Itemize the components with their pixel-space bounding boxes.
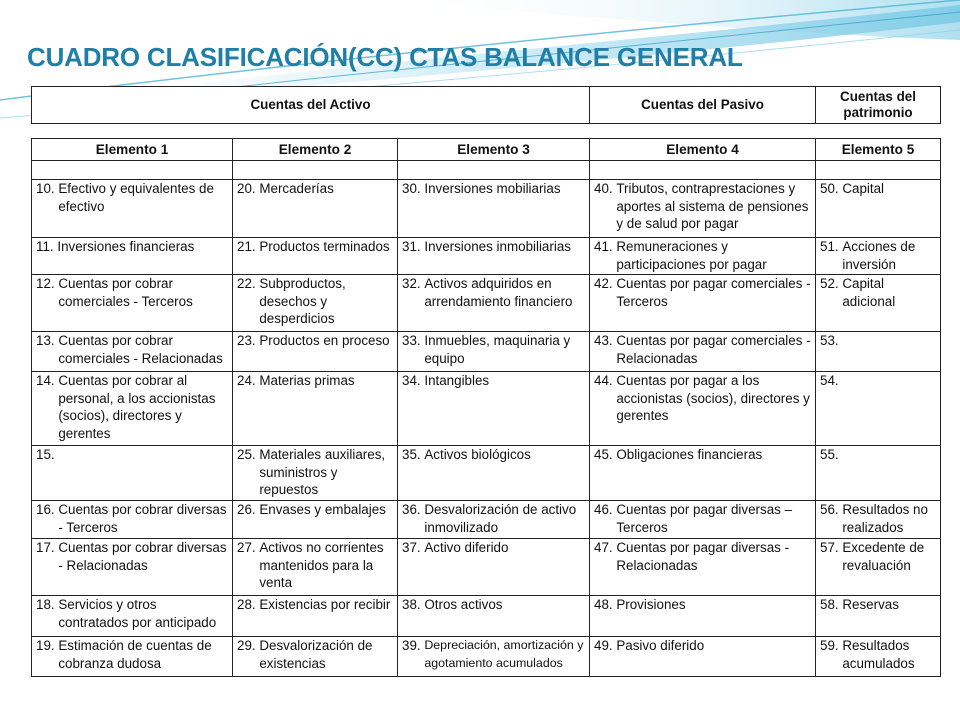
- account-name: Cuentas por cobrar comerciales - Relacionadas: [58, 333, 223, 366]
- account-cell: [398, 275, 590, 332]
- account-cell: [816, 637, 941, 677]
- account-code: 57.: [820, 540, 843, 555]
- account-name: Envases y embalajes: [259, 502, 386, 517]
- account-cell: [590, 275, 816, 332]
- slide-title: CUADRO CLASIFICACIÓN(CC) CTAS BALANCE GENERAL: [27, 42, 743, 72]
- element-header-5: Elemento 5: [816, 139, 941, 161]
- account-name: Subproductos, desechos y desperdicios: [259, 276, 346, 326]
- account-name: Desvalorización de existencias: [259, 638, 373, 671]
- group-header-patrimonio: Cuentas del patrimonio: [816, 87, 941, 124]
- account-code: 15.: [36, 447, 55, 462]
- account-cell: [32, 372, 233, 446]
- account-cell: [32, 180, 233, 238]
- account-name: Tributos, contraprestaciones y aportes al sistema de pensiones y de salud por pagar: [616, 181, 809, 231]
- account-name: Mercaderías: [259, 181, 334, 196]
- account-code: 21.: [237, 239, 260, 254]
- account-cell: [816, 446, 941, 501]
- account-name: Cuentas por pagar comerciales - Terceros: [616, 276, 811, 309]
- account-name: Provisiones: [616, 597, 686, 612]
- account-code: 16.: [36, 502, 59, 517]
- account-cell: [816, 180, 941, 238]
- account-name: Existencias por recibir: [259, 597, 391, 612]
- accounts-classification-table: [31, 138, 941, 677]
- account-cell: [590, 446, 816, 501]
- account-cell: [590, 238, 816, 275]
- account-code: 10.: [36, 181, 59, 196]
- account-cell: [398, 332, 590, 372]
- account-name: Reservas: [842, 597, 899, 612]
- account-code: 42.: [594, 276, 617, 291]
- account-code: 37.: [402, 540, 425, 555]
- account-name: Inversiones inmobiliarias: [424, 239, 571, 254]
- group-header-activo: Cuentas del Activo: [32, 87, 590, 124]
- account-code: 44.: [594, 373, 617, 388]
- account-code: 30.: [402, 181, 425, 196]
- account-cell: [816, 501, 941, 539]
- account-name: Inversiones financieras: [57, 239, 195, 254]
- account-name: Cuentas por cobrar diversas - Relacionadas: [58, 540, 227, 573]
- account-code: 19.: [36, 638, 59, 653]
- account-code: 32.: [402, 276, 425, 291]
- table-row: [32, 446, 941, 501]
- table-row: [32, 372, 941, 446]
- account-code: 50.: [820, 181, 843, 196]
- account-cell: [590, 501, 816, 539]
- account-code: 53.: [820, 333, 839, 348]
- account-code: 11.: [36, 239, 58, 254]
- account-cell: [398, 539, 590, 596]
- account-cell: [398, 637, 590, 677]
- account-code: 47.: [594, 540, 617, 555]
- account-cell: [398, 446, 590, 501]
- account-cell: [233, 238, 398, 275]
- account-name: Otros activos: [424, 597, 503, 612]
- account-name: Excedente de revaluación: [842, 540, 925, 573]
- account-code: 55.: [820, 447, 839, 462]
- account-name: Activos adquiridos en arrendamiento financiero: [424, 276, 573, 309]
- account-cell: [398, 596, 590, 637]
- table-row: [32, 596, 941, 637]
- account-code: 14.: [36, 373, 59, 388]
- account-cell: [32, 596, 233, 637]
- account-cell: [816, 275, 941, 332]
- account-cell: [398, 238, 590, 275]
- spacer-row: [32, 161, 941, 180]
- account-cell: [233, 372, 398, 446]
- account-code: 25.: [237, 447, 260, 462]
- account-code: 18.: [36, 597, 59, 612]
- account-name: Estimación de cuentas de cobranza dudosa: [58, 638, 212, 671]
- table-row: [32, 180, 941, 238]
- account-code: 58.: [820, 597, 843, 612]
- account-cell: [233, 539, 398, 596]
- table-row: [32, 275, 941, 332]
- account-name: Acciones de inversión: [842, 239, 916, 272]
- account-code: 17.: [36, 540, 59, 555]
- account-name: [839, 372, 936, 390]
- account-cell: [32, 539, 233, 596]
- account-code: 59.: [820, 638, 843, 653]
- account-group-header-table: [31, 86, 941, 124]
- account-name: Capital: [842, 181, 885, 196]
- account-name: Materiales auxiliares, suministros y repuestos: [259, 447, 386, 497]
- account-code: 20.: [237, 181, 260, 196]
- account-cell: [398, 180, 590, 238]
- account-code: 34.: [402, 373, 425, 388]
- account-code: 31.: [402, 239, 425, 254]
- account-name: Capital adicional: [842, 276, 896, 309]
- account-name: Cuentas por cobrar diversas - Terceros: [58, 502, 227, 535]
- account-cell: [590, 180, 816, 238]
- account-name: Intangibles: [424, 373, 490, 388]
- account-cell: [590, 332, 816, 372]
- account-cell: [233, 180, 398, 238]
- account-name: [839, 332, 936, 350]
- account-name: Activos no corrientes mantenidos para la venta: [259, 540, 384, 590]
- account-code: 12.: [36, 276, 59, 291]
- account-name: Servicios y otros contratados por anticipado: [58, 597, 217, 630]
- account-cell: [590, 596, 816, 637]
- account-cell: [233, 637, 398, 677]
- account-name: Cuentas por pagar diversas - Relacionadas: [616, 540, 790, 573]
- account-cell: [816, 596, 941, 637]
- account-code: 45.: [594, 447, 617, 462]
- account-name: [839, 446, 936, 464]
- table-row: [32, 238, 941, 275]
- account-name: Depreciación, amortización y agotamiento acumulados: [424, 638, 584, 670]
- table-row: [32, 539, 941, 596]
- account-cell: [816, 372, 941, 446]
- account-cell: [816, 332, 941, 372]
- account-cell: [590, 372, 816, 446]
- account-cell: [32, 637, 233, 677]
- account-cell: [816, 238, 941, 275]
- account-code: 41.: [594, 239, 617, 254]
- account-name: Pasivo diferido: [616, 638, 705, 653]
- account-code: 46.: [594, 502, 617, 517]
- account-name: Cuentas por pagar a los accionistas (socios), directores y gerentes: [616, 373, 810, 423]
- account-cell: [233, 332, 398, 372]
- account-name: Obligaciones financieras: [616, 447, 763, 462]
- account-name: Inversiones mobiliarias: [424, 181, 561, 196]
- account-name: Productos en proceso: [259, 333, 390, 348]
- account-code: 22.: [237, 276, 260, 291]
- account-cell: [233, 446, 398, 501]
- account-code: 49.: [594, 638, 617, 653]
- account-name: Remuneraciones y participaciones por pagar: [616, 239, 767, 272]
- account-name: Desvalorización de activo inmovilizado: [424, 502, 577, 535]
- account-code: 54.: [820, 373, 839, 388]
- account-cell: [590, 539, 816, 596]
- account-name: Cuentas por cobrar al personal, a los accionistas (socios), directores y gerentes: [58, 373, 216, 441]
- account-code: 29.: [237, 638, 260, 653]
- account-code: 39.: [402, 638, 425, 653]
- account-cell: [32, 275, 233, 332]
- account-code: 48.: [594, 597, 617, 612]
- account-name: Cuentas por pagar comerciales - Relacionadas: [616, 333, 811, 366]
- table-row: [32, 637, 941, 677]
- account-code: 36.: [402, 502, 425, 517]
- account-name: Materias primas: [259, 373, 355, 388]
- account-name: Activos biológicos: [424, 447, 531, 462]
- account-name: Resultados no realizados: [842, 502, 928, 535]
- account-code: 43.: [594, 333, 617, 348]
- account-name: Resultados acumulados: [842, 638, 915, 671]
- table-row: [32, 332, 941, 372]
- account-name: [55, 446, 228, 464]
- account-code: 51.: [820, 239, 843, 254]
- account-cell: [32, 238, 233, 275]
- account-name: Inmuebles, maquinaria y equipo: [424, 333, 571, 366]
- account-cell: [398, 501, 590, 539]
- account-code: 35.: [402, 447, 425, 462]
- table-row: [32, 501, 941, 539]
- element-header-2: Elemento 2: [233, 139, 398, 161]
- account-code: 33.: [402, 333, 425, 348]
- account-cell: [398, 372, 590, 446]
- account-name: Productos terminados: [259, 239, 390, 254]
- account-name: Cuentas por cobrar comerciales - Terceros: [58, 276, 193, 309]
- account-code: 26.: [237, 502, 260, 517]
- element-header-3: Elemento 3: [398, 139, 590, 161]
- account-cell: [32, 501, 233, 539]
- account-code: 40.: [594, 181, 617, 196]
- account-cell: [816, 539, 941, 596]
- group-header-pasivo: Cuentas del Pasivo: [590, 87, 816, 124]
- account-cell: [233, 275, 398, 332]
- account-code: 56.: [820, 502, 843, 517]
- account-name: Activo diferido: [424, 540, 509, 555]
- account-code: 24.: [237, 373, 260, 388]
- account-code: 13.: [36, 333, 59, 348]
- account-cell: [590, 637, 816, 677]
- account-name: Cuentas por pagar diversas – Terceros: [616, 502, 793, 535]
- account-cell: [32, 446, 233, 501]
- account-code: 38.: [402, 597, 425, 612]
- account-code: 52.: [820, 276, 843, 291]
- account-name: Efectivo y equivalentes de efectivo: [58, 181, 214, 214]
- account-cell: [233, 596, 398, 637]
- account-code: 28.: [237, 597, 260, 612]
- account-cell: [32, 332, 233, 372]
- element-header-1: Elemento 1: [32, 139, 233, 161]
- account-cell: [233, 501, 398, 539]
- account-code: 27.: [237, 540, 260, 555]
- account-code: 23.: [237, 333, 260, 348]
- element-header-4: Elemento 4: [590, 139, 816, 161]
